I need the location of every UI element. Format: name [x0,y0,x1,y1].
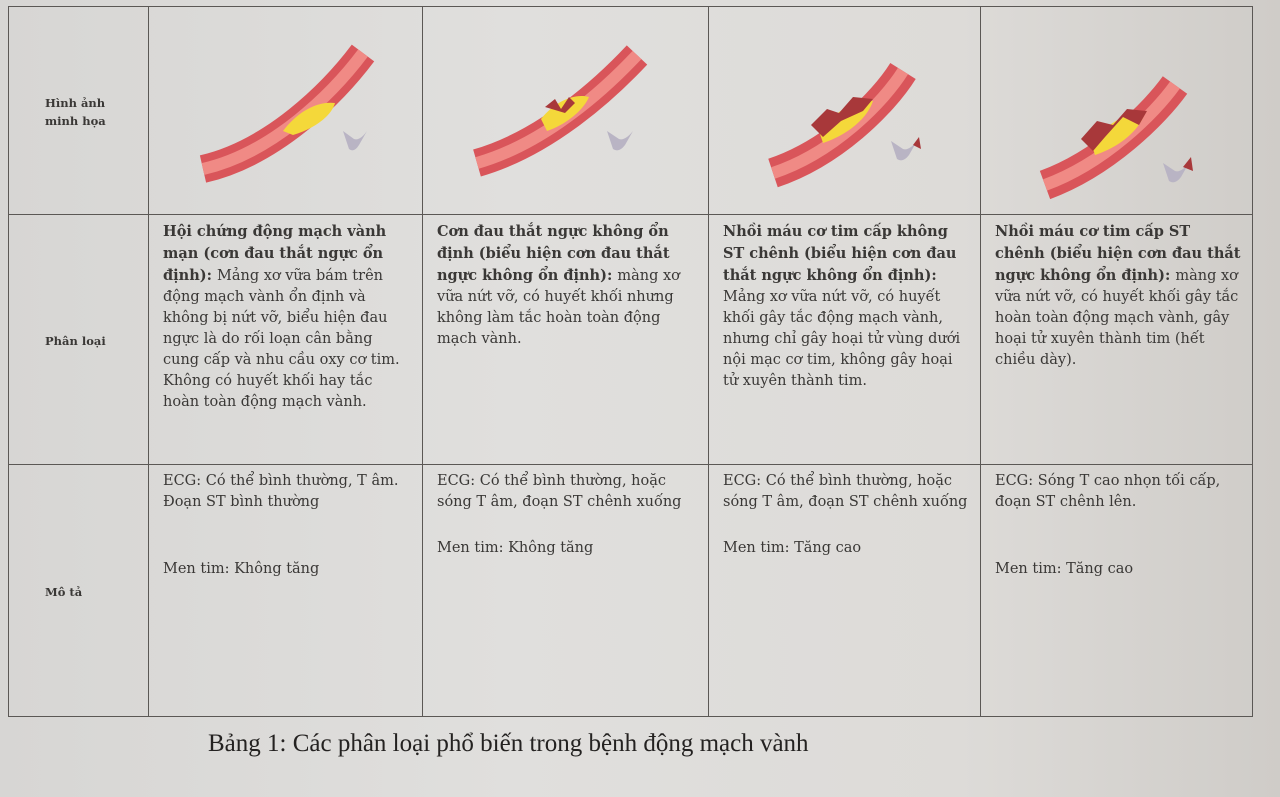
artery-stable-plaque-icon [163,13,413,203]
enzyme-text: Men tim: Tăng cao [723,540,862,556]
illustration-cell-3 [709,7,981,215]
classification-title: Nhồi máu cơ tim cấp ST chênh (biểu hiện cơn đau thắt ngực không ổn định): [995,223,1241,284]
artery-ruptured-plaque-icon [437,13,707,203]
classification-title: Cơn đau thắt ngực không ổn định (biểu hiện cơn đau thắt ngực không ổn định): [437,223,670,284]
row-header-description: Mô tả [9,465,149,717]
classification-body: Mảng xơ vữa nứt vỡ, có huyết khối gây tắc động mạch vành, nhưng chỉ gây hoại tử vùng dưới nội mạc cơ tim, không gây hoại tử xuyên thành tim. [723,289,961,389]
enzyme-text: Men tim: Tăng cao [995,561,1134,577]
row-header-illustration: Hình ảnh minh họa [9,7,149,215]
ecg-text: ECG: Có thể bình thường, hoặc sóng T âm, đoạn ST chênh xuống [437,473,682,510]
classification-cell-1 [149,215,423,465]
illustration-cell-2 [423,7,709,215]
artery-partial-clot-icon [723,13,983,203]
illustration-row [9,7,1253,215]
classification-title: Hội chứng động mạch vành mạn (cơn đau thắt ngực ổn định): [163,223,387,284]
ecg-text: ECG: Có thể bình thường, T âm. Đoạn ST bình thường [163,473,399,510]
table-caption: Bảng 1: Các phân loại phổ biến trong bệnh động mạch vành [208,730,809,757]
enzyme-text: Men tim: Không tăng [437,540,594,556]
illustration-cell-1 [149,7,423,215]
illustration-cell-4 [981,7,1253,215]
classification-cell-4 [981,215,1253,465]
classification-body: màng xơ vữa nứt vỡ, có huyết khối gây tắc hoàn toàn động mạch vành, gây hoại tử xuyên thành tim (hết chiều dày). [995,268,1239,368]
description-cell-1 [149,465,423,717]
classification-cell-3 [709,215,981,465]
description-cell-4 [981,465,1253,717]
classification-title: Nhồi máu cơ tim cấp không ST chênh (biểu hiện cơn đau thắt ngực không ổn định): [723,223,957,284]
classification-row [9,215,1253,465]
ecg-text: ECG: Sóng T cao nhọn tối cấp, đoạn ST chênh lên. [995,473,1221,510]
description-cell-3 [709,465,981,717]
classification-body: màng xơ vữa nứt vỡ, có huyết khối nhưng không làm tắc hoàn toàn động mạch vành. [437,268,680,347]
classification-body: Mảng xơ vữa bám trên động mạch vành ổn định và không bị nứt vỡ, biểu hiện đau ngực là do rối loạn cân bằng cung cấp và nhu cầu oxy cơ tim. Không có huyết khối hay tắc hoàn toàn động mạch vành. [163,268,400,410]
ecg-text: ECG: Có thể bình thường, hoặc sóng T âm, đoạn ST chênh xuống [723,473,968,510]
enzyme-text: Men tim: Không tăng [163,561,320,577]
artery-full-clot-icon [995,13,1255,203]
classification-cell-2 [423,215,709,465]
coronary-classification-table [8,6,1253,717]
row-header-classification: Phân loại [9,215,149,465]
description-cell-2 [423,465,709,717]
description-row [9,465,1253,717]
